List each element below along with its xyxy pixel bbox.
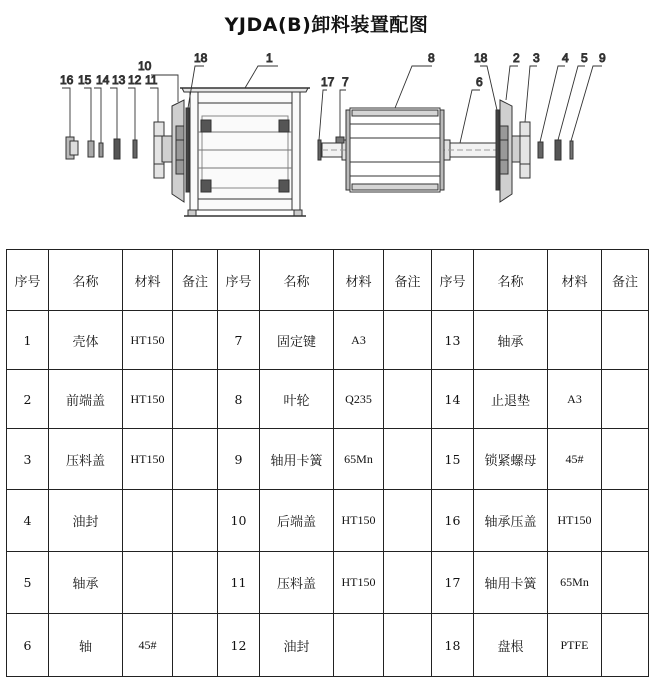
part-9-snap-ring [570,141,573,159]
cell-name: 轴用卡簧 [260,429,334,490]
cell-name: 轴承压盖 [474,490,548,552]
cell-name: 前端盖 [49,370,123,429]
cell-material: HT150 [123,370,173,429]
table-header-row [7,250,649,311]
cell-name: 盘根 [474,614,548,677]
cell-name: 壳体 [49,311,123,370]
cell-material: 45# [123,614,173,677]
cell-no: 3 [7,429,49,490]
part-15-lock-nut [88,141,94,157]
callout-10: 10 [138,59,152,73]
part-3-pressing-cover [512,122,530,178]
part-18-packing-right [496,110,499,190]
cell-material: HT150 [334,490,384,552]
callout-5: 5 [581,51,588,65]
part-2-front-end-cover [500,100,512,202]
callout-3: 3 [533,51,540,65]
cell-name: 轴 [49,614,123,677]
part-11-pressing-cover [154,122,172,178]
cell-material: 65Mn [334,429,384,490]
cell-name: 压料盖 [49,429,123,490]
header-cell: 备注 [384,250,432,311]
callout-8: 8 [428,51,435,65]
cell-note [173,429,218,490]
part-12-oil-seal [133,140,137,158]
header-cell: 材料 [548,250,602,311]
cell-no: 16 [432,490,474,552]
table-row [7,614,649,677]
part-16-bearing-cover [66,137,78,159]
cell-material [334,614,384,677]
callout-17: 17 [321,75,335,89]
cell-material: HT150 [123,429,173,490]
table-row [7,311,649,370]
part-1-housing [180,88,310,216]
cell-name: 油封 [49,490,123,552]
header-cell: 名称 [474,250,548,311]
cell-material [123,552,173,614]
cell-material: PTFE [548,614,602,677]
cell-name: 压料盖 [260,552,334,614]
callout-14: 14 [96,73,110,87]
part-10-rear-end-cover [172,100,184,202]
part-14-tab-washer [99,143,103,157]
callout-15: 15 [78,73,92,87]
cell-material: HT150 [334,552,384,614]
part-5-bearing [555,140,561,160]
cell-material: A3 [334,311,384,370]
cell-note [602,370,649,429]
callout-7: 7 [342,75,349,89]
cell-note [384,490,432,552]
cell-material: Q235 [334,370,384,429]
callout-12: 12 [128,73,142,87]
cell-no: 2 [7,370,49,429]
cell-no: 7 [218,311,260,370]
callout-18-left: 18 [194,51,208,65]
header-cell: 材料 [334,250,384,311]
cell-no: 17 [432,552,474,614]
header-cell: 序号 [432,250,474,311]
cell-note [384,552,432,614]
cell-material: 45# [548,429,602,490]
cell-note [173,370,218,429]
cell-name: 轴用卡簧 [474,552,548,614]
part-8-rotor [346,108,444,192]
cell-note [173,490,218,552]
cell-no: 14 [432,370,474,429]
cell-note [384,311,432,370]
cell-note [602,552,649,614]
header-cell: 序号 [218,250,260,311]
cell-no: 13 [432,311,474,370]
cell-no: 8 [218,370,260,429]
part-4-oil-seal [538,142,543,158]
callout-9: 9 [599,51,606,65]
cell-note [602,429,649,490]
cell-no: 4 [7,490,49,552]
cell-material: A3 [548,370,602,429]
cell-name: 叶轮 [260,370,334,429]
header-cell: 材料 [123,250,173,311]
cell-note [384,370,432,429]
cell-no: 18 [432,614,474,677]
diagram-title: YJDA(B)卸料装置配图 [224,14,429,36]
cell-no: 15 [432,429,474,490]
table-row [7,370,649,429]
header-cell: 备注 [602,250,649,311]
exploded-assembly-drawing [0,40,653,245]
callout-11: 11 [145,73,158,87]
callout-2: 2 [513,51,520,65]
part-18-packing-left [186,108,189,192]
table-row [7,429,649,490]
cell-material: HT150 [548,490,602,552]
cell-note [173,311,218,370]
cell-no: 1 [7,311,49,370]
cell-no: 5 [7,552,49,614]
callout-16: 16 [60,73,74,87]
table-row [7,490,649,552]
callout-4: 4 [562,51,569,65]
callout-18-right: 18 [474,51,488,65]
cell-name: 后端盖 [260,490,334,552]
cell-note [384,429,432,490]
part-7-fixed-key [336,137,344,143]
cell-note [384,614,432,677]
cell-name: 固定键 [260,311,334,370]
cell-name: 止退垫 [474,370,548,429]
cell-no: 10 [218,490,260,552]
cell-no: 11 [218,552,260,614]
cell-name: 锁紧螺母 [474,429,548,490]
cell-no: 9 [218,429,260,490]
callout-1: 1 [266,51,273,65]
cell-note [173,614,218,677]
parts-list-table [6,249,649,677]
cell-no: 6 [7,614,49,677]
cell-no: 12 [218,614,260,677]
part-17-snap-ring [318,140,321,160]
header-cell: 序号 [7,250,49,311]
cell-name: 轴承 [49,552,123,614]
cell-name: 轴承 [474,311,548,370]
header-cell: 名称 [260,250,334,311]
part-13-bearing [114,139,120,159]
cell-material: 65Mn [548,552,602,614]
cell-material [548,311,602,370]
header-cell: 备注 [173,250,218,311]
table-row [7,552,649,614]
cell-note [173,552,218,614]
cell-note [602,490,649,552]
cell-material: HT150 [123,311,173,370]
callout-13: 13 [112,73,126,87]
cell-note [602,614,649,677]
cell-note [602,311,649,370]
cell-name: 油封 [260,614,334,677]
cell-material [123,490,173,552]
callout-6: 6 [476,75,483,89]
header-cell: 名称 [49,250,123,311]
